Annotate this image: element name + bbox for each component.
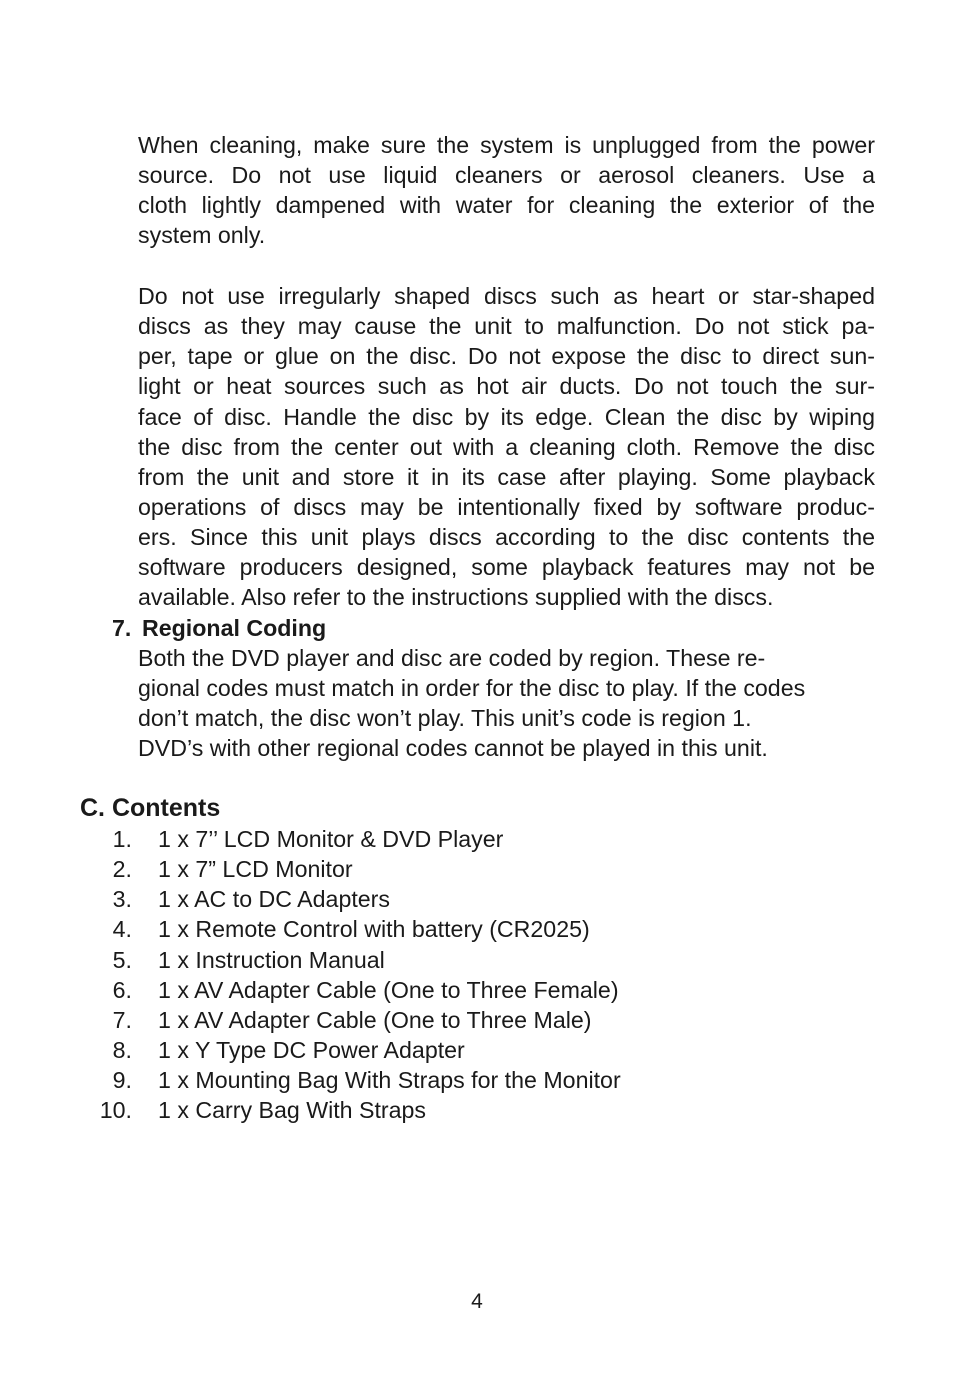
- item-number: 8.: [112, 1036, 132, 1063]
- list-item: [0, 854, 954, 884]
- section-heading-regional-coding: [112, 613, 326, 643]
- item-text: 1 x AC to DC Adapters: [158, 886, 390, 913]
- text-line: gional codes must match in order for the disc to play. If the codes: [138, 675, 806, 702]
- item-text: 1 x 7’’ LCD Monitor & DVD Player: [158, 826, 504, 852]
- section-number: 7.: [112, 615, 132, 641]
- text-line: DVD’s with other regional codes cannot be played in this unit.: [138, 735, 768, 762]
- text-line: available. Also refer to the instructions supplied with the discs.: [138, 584, 774, 611]
- text-line: don’t match, the disc won’t play. This unit’s code is region 1.: [138, 705, 752, 732]
- text-line: operations of discs may be intentionally fixed by software produc-: [138, 493, 875, 520]
- text-line: from the unit and store it in its case after playing. Some playback: [138, 463, 875, 490]
- item-number: 2.: [112, 856, 132, 883]
- list-item: [0, 1035, 954, 1065]
- text-line: light or heat sources such as hot air ducts. Do not touch the sur-: [138, 373, 875, 400]
- list-item: [0, 824, 954, 854]
- disc-handling-paragraph: [138, 281, 875, 613]
- list-item: [0, 1005, 954, 1035]
- item-text: 1 x Mounting Bag With Straps for the Monitor: [158, 1067, 621, 1094]
- text-line: source. Do not use liquid cleaners or aerosol cleaners. Use a: [138, 162, 875, 189]
- item-number: 5.: [112, 946, 132, 973]
- text-line: face of disc. Handle the disc by its edge. Clean the disc by wiping: [138, 403, 875, 430]
- contents-heading: C. Contents: [80, 794, 221, 822]
- text-line: software producers designed, some playback features may not be: [138, 554, 875, 581]
- cleaning-paragraph: [138, 130, 875, 251]
- list-item: [0, 884, 954, 914]
- page-number: 4: [471, 1290, 483, 1313]
- text-line: the disc from the center out with a cleaning cloth. Remove the disc: [138, 433, 875, 460]
- item-number: 7.: [112, 1006, 132, 1033]
- list-item: [0, 1095, 954, 1125]
- contents-list: [0, 824, 954, 1125]
- list-item: [0, 1065, 954, 1095]
- regional-coding-paragraph: [138, 643, 875, 764]
- item-number: 3.: [112, 886, 132, 913]
- list-item: [0, 975, 954, 1005]
- text-line: per, tape or glue on the disc. Do not expose the disc to direct sun-: [138, 343, 875, 370]
- item-text: 1 x Y Type DC Power Adapter: [158, 1036, 465, 1063]
- text-line: Do not use irregularly shaped discs such as heart or star-shaped: [138, 283, 875, 309]
- text-line: cloth lightly dampened with water for cleaning the exterior of the: [138, 192, 875, 219]
- item-text: 1 x Instruction Manual: [158, 946, 385, 973]
- item-text: 1 x Carry Bag With Straps: [158, 1097, 427, 1124]
- text-line: When cleaning, make sure the system is unplugged from the power: [138, 132, 875, 158]
- list-item: [0, 914, 954, 944]
- text-line: discs as they may cause the unit to malfunction. Do not stick pa-: [138, 313, 875, 340]
- item-number: 4.: [112, 916, 132, 943]
- item-number: 9.: [112, 1067, 132, 1094]
- section-title: Regional Coding: [142, 615, 327, 641]
- item-number: 10.: [99, 1097, 132, 1124]
- text-line: ers. Since this unit plays discs according to the disc contents the: [138, 524, 875, 551]
- item-text: 1 x AV Adapter Cable (One to Three Female): [158, 976, 619, 1003]
- item-number: 1.: [112, 826, 132, 852]
- item-text: 1 x 7” LCD Monitor: [158, 856, 353, 883]
- item-text: 1 x AV Adapter Cable (One to Three Male): [158, 1006, 592, 1033]
- item-text: 1 x Remote Control with battery (CR2025): [158, 916, 590, 943]
- list-item: [0, 945, 954, 975]
- text-line: system only.: [138, 222, 266, 249]
- item-number: 6.: [112, 976, 132, 1003]
- text-line: Both the DVD player and disc are coded by region. These re-: [138, 645, 766, 671]
